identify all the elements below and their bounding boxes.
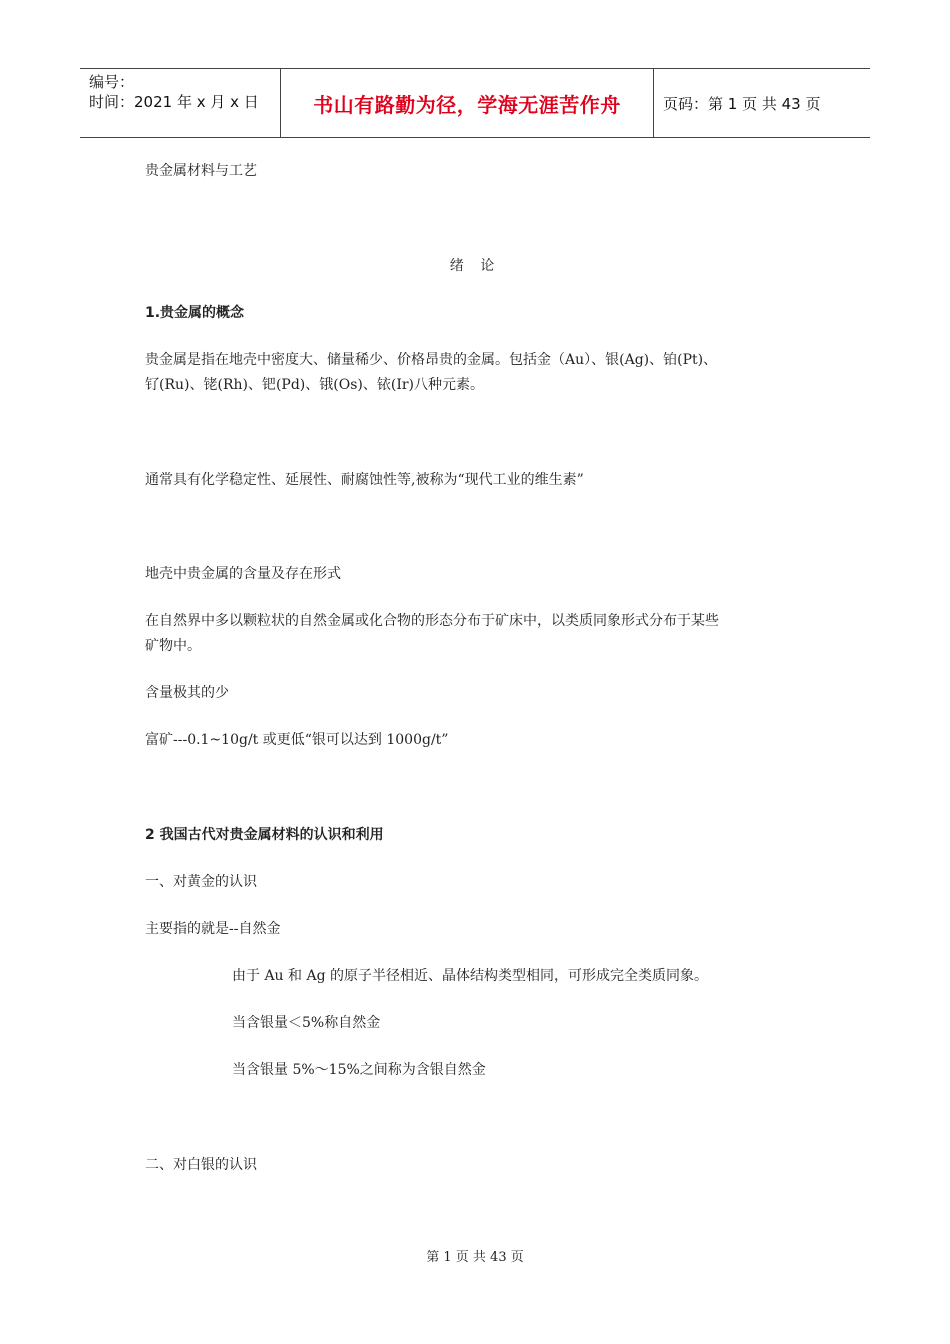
paragraph-line: 矿物中。 bbox=[145, 638, 201, 654]
header-page-number: 页码：第 1 页 共 43 页 bbox=[663, 94, 821, 113]
header-meta bbox=[80, 69, 281, 137]
section-2-heading: 2 我国古代对贵金属材料的认识和利用 bbox=[145, 827, 384, 843]
paragraph-line: 贵金属是指在地壳中密度大、储量稀少、价格昂贵的金属。包括金（Au）、银(Ag)、铂(Pt)、 bbox=[145, 352, 718, 368]
subsection-heading: 一、对黄金的认识 bbox=[145, 874, 257, 890]
paragraph-line: 在自然界中多以颗粒状的自然金属或化合物的形态分布于矿床中，以类质同象形式分布于某些 bbox=[145, 613, 719, 629]
paragraph-line: 钌(Ru)、铑(Rh)、钯(Pd)、锇(Os)、铱(Ir)八种元素。 bbox=[145, 377, 485, 393]
paragraph: 通常具有化学稳定性、延展性、耐腐蚀性等,被称为“现代工业的维生素” bbox=[145, 472, 584, 488]
indented-paragraph: 当含银量＜5%称自然金 bbox=[232, 1015, 381, 1031]
indented-paragraph: 当含银量 5%～15%之间称为含银自然金 bbox=[232, 1062, 486, 1078]
date-label: 时间：2021 年 x 月 x 日 bbox=[89, 93, 259, 111]
page-footer: 第 1 页 共 43 页 bbox=[426, 1250, 524, 1265]
chapter-title: 绪 论 bbox=[449, 258, 501, 274]
paragraph: 含量极其的少 bbox=[145, 685, 229, 701]
page-header bbox=[80, 68, 870, 138]
header-motto: 书山有路勤为径，学海无涯苦作舟 bbox=[281, 69, 654, 137]
subsection-heading: 二、对白银的认识 bbox=[145, 1157, 257, 1173]
paragraph: 地壳中贵金属的含量及存在形式 bbox=[145, 566, 341, 582]
number-label: 编号： bbox=[89, 73, 135, 91]
document-title: 贵金属材料与工艺 bbox=[145, 163, 257, 179]
paragraph: 主要指的就是--自然金 bbox=[145, 921, 281, 937]
indented-paragraph: 由于 Au 和 Ag 的原子半径相近、晶体结构类型相同，可形成完全类质同象。 bbox=[232, 968, 708, 984]
section-1-heading: 1.贵金属的概念 bbox=[145, 305, 245, 321]
paragraph: 富矿---0.1~10g/t 或更低“银可以达到 1000g/t” bbox=[145, 732, 449, 748]
